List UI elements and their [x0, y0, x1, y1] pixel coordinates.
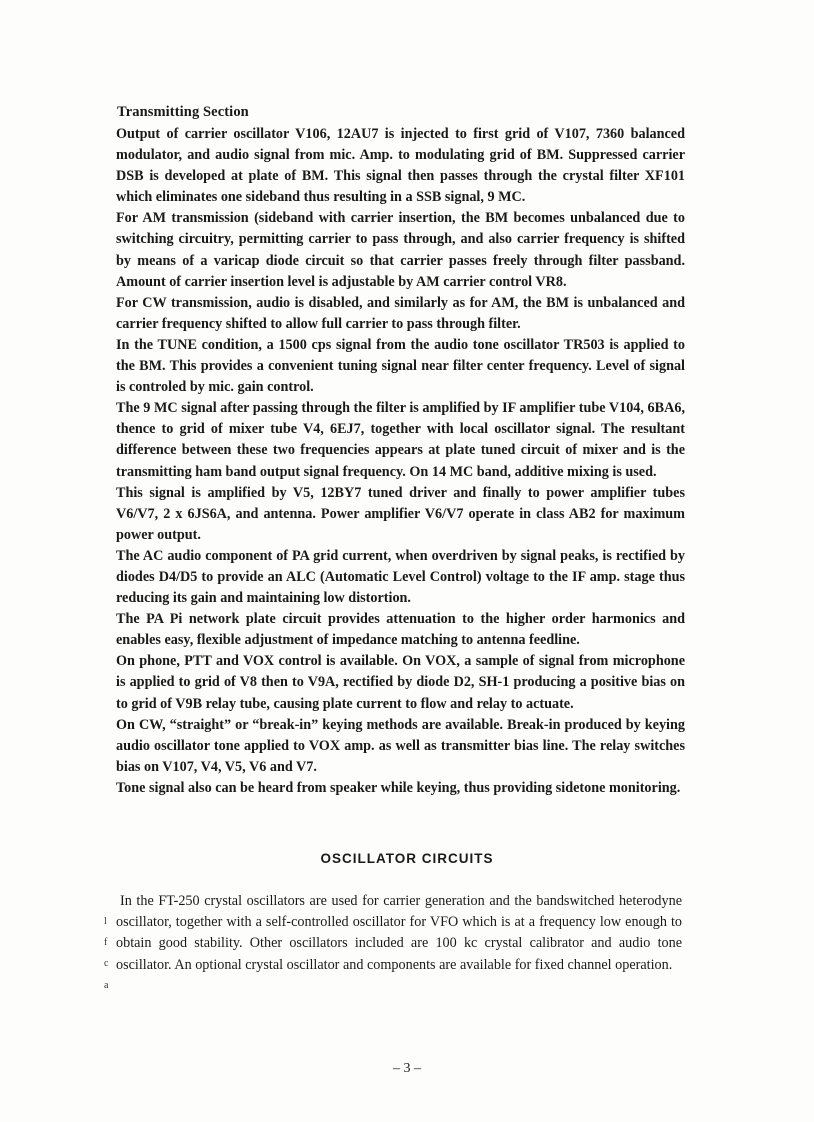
paragraph-am-transmission: For AM transmission (sideband with carrier insertion, the BM becomes unbalanced due to switching circuitry, permitting carrier to pass through, and also carrier frequency is shifted by means of a varicap diode circuit so that carrier passes freely through filter passband. Amount of carrier insertion level is adjustable by AM carrier control VR8.	[116, 210, 685, 290]
margin-mark: a	[104, 979, 109, 991]
page-number: – 3 –	[393, 1061, 421, 1076]
paragraph-cw-keying: On CW, “straight” or “break-in” keying methods are available. Break-in produced by keying audio oscillator tone applied to VOX amp. as well as transmitter bias line. The relay switches bias on V107, V4, V5, V6 and V7.	[116, 716, 685, 775]
paragraph-vox-control: On phone, PTT and VOX control is available. On VOX, a sample of signal from microphone is applied to grid of V8 then to V9A, rectified by diode D2, SH-1 producing a positive bias on to grid of V9B relay tube, causing plate current to flow and relay to actuate.	[116, 653, 685, 712]
paragraph-tune-condition: In the TUNE condition, a 1500 cps signal from the audio tone oscillator TR503 is applied to the BM. This provides a convenient tuning signal near filter center frequency. Level of signal is controled by mic. gain control.	[116, 336, 685, 396]
oscillator-circuits-body	[116, 891, 682, 976]
paragraph-carrier-oscillator: Output of carrier oscillator V106, 12AU7 is injected to first grid of V107, 7360 balanced modulator, and audio signal from mic. Amp. to modulating grid of BM. Suppressed carrier DSB is developed at plate of BM. This signal then passes through the crystal filter XF101 which eliminates one sideband thus resulting in a SSB signal, 9 MC.	[116, 126, 685, 206]
paragraph-if-amplifier: The 9 MC signal after passing through the filter is amplified by IF amplifier tube V104, 6BA6, thence to grid of mixer tube V4, 6EJ7, together with local oscillator signal. The resultant difference between these two frequencies appears at plate tuned circuit of mixer and is the transmitting ham band output signal frequency. On 14 MC band, additive mixing is used.	[116, 400, 685, 480]
paragraph-alc: The AC audio component of PA grid current, when overdriven by signal peaks, is rectified by diodes D4/D5 to provide an ALC (Automatic Level Control) voltage to the IF amp. stage thus reducing its gain and maintaining low distortion.	[116, 547, 685, 607]
transmitting-section-heading: Transmitting Section	[117, 104, 249, 120]
paragraph-cw-transmission: For CW transmission, audio is disabled, and similarly as for AM, the BM is unbalanced and carrier frequency shifted to allow full carrier to pass through filter.	[116, 294, 685, 332]
transmitting-section-body	[116, 124, 685, 799]
paragraph-pi-network: The PA Pi network plate circuit provides attenuation to the higher order harmonics and enables easy, flexible adjustment of impedance matching to antenna feedline.	[116, 611, 685, 649]
margin-mark: l	[104, 916, 107, 927]
margin-mark: f	[104, 937, 108, 949]
margin-mark: c	[104, 958, 109, 970]
paragraph-sidetone: Tone signal also can be heard from speaker while keying, thus providing sidetone monitoring.	[116, 779, 681, 796]
oscillator-circuits-heading: OSCILLATOR CIRCUITS	[320, 851, 494, 866]
paragraph-oscillators: In the FT-250 crystal oscillators are used for carrier generation and the bandswitched heterodyne oscillator, together with a self-controlled oscillator for VFO which is at a frequency low enough to obtain good stability. Other oscillators included are 100 kc crystal calibrator and audio tone oscillator. An optional crystal oscillator and components are available for fixed channel operation.	[116, 893, 682, 973]
margin-marks	[104, 911, 114, 996]
paragraph-power-amplifier: This signal is amplified by V5, 12BY7 tuned driver and finally to power amplifier tubes V6/V7, 2 x 6JS6A, and antenna. Power amplifier V6/V7 operate in class AB2 for maximum power output.	[116, 484, 685, 543]
